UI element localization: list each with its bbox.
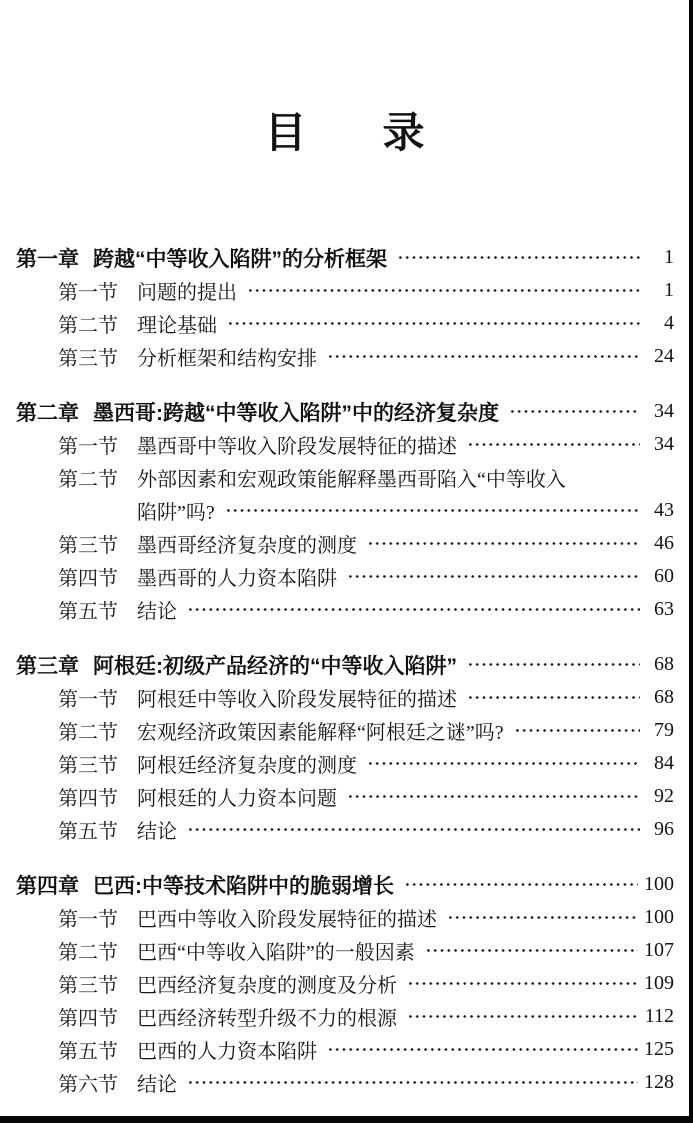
entry-title: 巴西“中等收入陷阱”的一般因素 [137, 942, 415, 964]
toc-section-row [16, 593, 674, 626]
entry-label: 第二节 [58, 722, 118, 744]
dot-leader [187, 827, 640, 832]
entry-title: 宏观经济政策因素能解释“阿根廷之谜”吗? [137, 722, 504, 744]
dot-leader [509, 409, 640, 414]
page-number: 68 [654, 686, 674, 708]
entry-title: 巴西经济复杂度的测度及分析 [137, 975, 397, 997]
entry-label: 第五节 [58, 821, 118, 843]
entry-title: 墨西哥:跨越“中等收入陷阱”中的经济复杂度 [93, 401, 499, 425]
toc-section-row [16, 527, 674, 560]
toc-section-row [16, 1066, 674, 1099]
entry-label: 第五节 [58, 1041, 118, 1063]
dot-leader [187, 607, 640, 612]
title-char-left: 目 [264, 109, 307, 156]
entry-title: 结论 [137, 601, 177, 623]
page-number: 96 [654, 818, 674, 840]
entry-title: 墨西哥的人力资本陷阱 [137, 568, 337, 590]
chapter-group [16, 648, 674, 846]
dot-leader [227, 321, 640, 326]
page-number: 79 [654, 719, 674, 741]
toc-section-row [16, 428, 674, 461]
entry-title: 阿根廷的人力资本问题 [137, 788, 337, 810]
entry-title: 跨越“中等收入陷阱”的分析框架 [93, 247, 387, 271]
dot-leader [467, 662, 640, 667]
entry-label: 第一节 [58, 689, 118, 711]
toc-section-row [16, 274, 674, 307]
entry-label: 第一节 [58, 436, 118, 458]
table-of-contents [16, 241, 674, 1099]
page-number: 100 [644, 873, 674, 895]
page-number: 125 [644, 1038, 674, 1060]
toc-section-row [16, 307, 674, 340]
entry-title: 巴西经济转型升级不力的根源 [137, 1008, 397, 1030]
entry-label: 第二章 [16, 401, 79, 425]
dot-leader [467, 442, 640, 447]
entry-title: 分析框架和结构安排 [137, 348, 317, 370]
toc-section-row [16, 1000, 674, 1033]
dot-leader [404, 882, 638, 887]
entry-title: 阿根廷:初级产品经济的“中等收入陷阱” [93, 654, 457, 678]
entry-title: 阿根廷中等收入阶段发展特征的描述 [137, 689, 457, 711]
entry-title: 外部因素和宏观政策能解释墨西哥陷入“中等收入 [137, 469, 566, 491]
toc-chapter-row [16, 648, 674, 681]
dot-leader [397, 255, 640, 260]
dot-leader [347, 794, 640, 799]
page-number: 109 [644, 972, 674, 994]
page-number: 4 [664, 312, 674, 334]
dot-leader [347, 574, 640, 579]
entry-label: 第二节 [58, 469, 118, 491]
entry-label: 第四节 [58, 1008, 118, 1030]
entry-label: 第三节 [58, 348, 118, 370]
entry-title: 结论 [137, 821, 177, 843]
entry-title: 结论 [137, 1074, 177, 1096]
entry-title: 巴西中等收入阶段发展特征的描述 [137, 909, 437, 931]
title-char-right: 录 [382, 109, 425, 156]
entry-label: 第四章 [16, 874, 79, 898]
entry-title: 巴西的人力资本陷阱 [137, 1041, 317, 1063]
dot-leader [225, 508, 640, 513]
entry-title: 阿根廷经济复杂度的测度 [137, 755, 357, 777]
page-number: 84 [654, 752, 674, 774]
entry-label: 第三节 [58, 755, 118, 777]
dot-leader [327, 354, 640, 359]
toc-section-row [16, 340, 674, 373]
toc-section-row [16, 813, 674, 846]
toc-section-row [16, 461, 674, 494]
chapter-group [16, 241, 674, 373]
page-title [0, 0, 689, 154]
chapter-group [16, 395, 674, 626]
dot-leader [407, 1014, 639, 1019]
dot-leader [447, 915, 638, 920]
dot-leader [187, 1080, 638, 1085]
dot-leader [467, 695, 640, 700]
entry-label: 第三节 [58, 975, 118, 997]
toc-section-row [16, 780, 674, 813]
entry-title: 理论基础 [137, 315, 217, 337]
dot-leader [367, 541, 640, 546]
page-number: 60 [654, 565, 674, 587]
chapter-group [16, 868, 674, 1099]
dot-leader [425, 948, 638, 953]
page-number: 1 [664, 279, 674, 301]
page-number: 63 [654, 598, 674, 620]
page-number: 68 [654, 653, 674, 675]
entry-label: 第一节 [58, 909, 118, 931]
page-number: 1 [664, 246, 674, 268]
toc-section-continuation-row [16, 494, 674, 527]
page-number: 46 [654, 532, 674, 554]
page-number: 100 [644, 906, 674, 928]
toc-chapter-row [16, 241, 674, 274]
page-number: 107 [644, 939, 674, 961]
entry-label: 第四节 [58, 788, 118, 810]
entry-label: 第一章 [16, 247, 79, 271]
toc-chapter-row [16, 395, 674, 428]
toc-section-row [16, 560, 674, 593]
entry-title: 问题的提出 [137, 282, 237, 304]
toc-section-row [16, 1033, 674, 1066]
toc-section-row [16, 967, 674, 1000]
toc-chapter-row [16, 868, 674, 901]
dot-leader [514, 728, 640, 733]
page-number: 43 [654, 499, 674, 521]
entry-title: 墨西哥经济复杂度的测度 [137, 535, 357, 557]
entry-label: 第三章 [16, 654, 79, 678]
entry-label: 第三节 [58, 535, 118, 557]
dot-leader [407, 981, 638, 986]
toc-section-row [16, 934, 674, 967]
dot-leader [247, 288, 640, 293]
page-number: 128 [644, 1071, 674, 1093]
entry-label: 第二节 [58, 315, 118, 337]
entry-label: 第一节 [58, 282, 118, 304]
page-number: 34 [654, 433, 674, 455]
toc-section-row [16, 747, 674, 780]
toc-section-row [16, 681, 674, 714]
dot-leader [367, 761, 640, 766]
entry-label: 第六节 [58, 1074, 118, 1096]
page-number: 112 [644, 1005, 674, 1027]
page-number: 34 [654, 400, 674, 422]
entry-title: 陷阱”吗? [137, 502, 215, 524]
dot-leader [327, 1047, 638, 1052]
entry-label: 第五节 [58, 601, 118, 623]
toc-section-row [16, 714, 674, 747]
entry-label: 第四节 [58, 568, 118, 590]
entry-title: 巴西:中等技术陷阱中的脆弱增长 [93, 874, 394, 898]
page-number: 24 [654, 345, 674, 367]
toc-section-row [16, 901, 674, 934]
page-number: 92 [654, 785, 674, 807]
entry-label: 第二节 [58, 942, 118, 964]
entry-title: 墨西哥中等收入阶段发展特征的描述 [137, 436, 457, 458]
